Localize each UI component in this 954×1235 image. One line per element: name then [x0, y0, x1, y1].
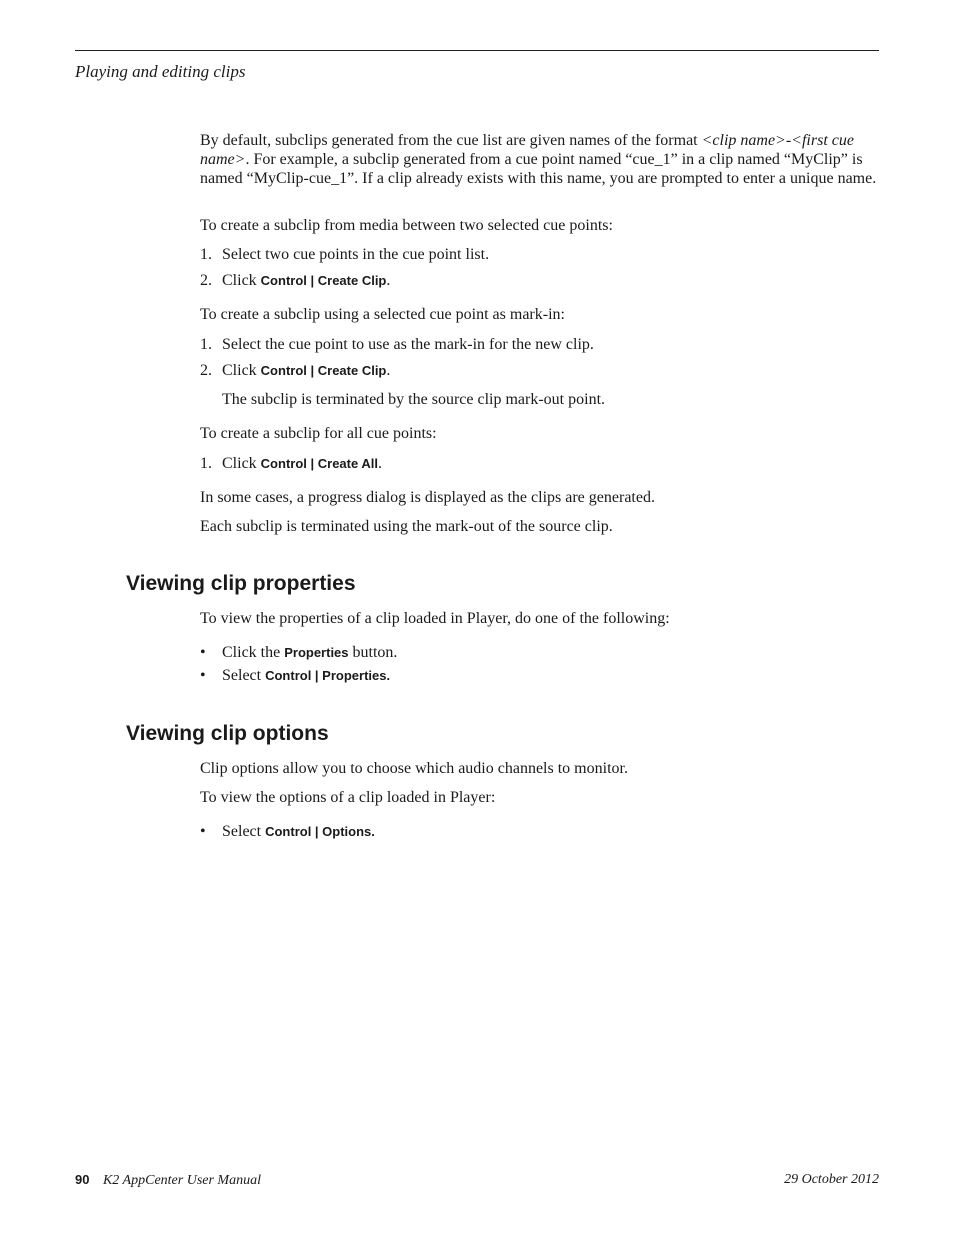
step-number: 2.	[200, 272, 212, 289]
command-create-clip: Control | Create Clip	[260, 273, 387, 288]
between-lead: To create a subclip from media between two selected cue points:	[200, 217, 613, 234]
step-number: 1.	[200, 336, 212, 353]
step-text: Select two cue points in the cue point list.	[222, 246, 490, 263]
step-number: 1.	[200, 455, 212, 472]
all-lead: To create a subclip for all cue points:	[200, 425, 437, 442]
all-step-1	[200, 454, 382, 473]
heading-viewing-clip-options: Viewing clip options	[126, 722, 329, 745]
intro-text-b: . For example, a subclip generated from a cue point named “cue_1” in a clip named “MyClip” is named “MyClip-cue_1”. If a clip already exists with this name, you are prompted to enter a unique name.	[200, 151, 877, 187]
step-text: Click	[222, 455, 261, 472]
intro-text-a: By default, subclips generated from the cue list are given names of the format	[200, 132, 702, 149]
command-control-options: Control | Options.	[265, 824, 375, 839]
page-number: 90	[75, 1172, 90, 1187]
all-paragraph-1: In some cases, a progress dialog is displayed as the clips are generated.	[200, 489, 655, 506]
step-text: Click	[222, 272, 261, 289]
bullet-text-end: button.	[348, 644, 398, 661]
markin-step-1	[200, 335, 594, 354]
command-create-all: Control | Create All	[260, 456, 378, 471]
between-step-2	[200, 271, 390, 290]
heading-viewing-clip-properties: Viewing clip properties	[126, 572, 356, 595]
header-rule	[75, 50, 879, 51]
bullet-text: Select	[222, 823, 266, 840]
between-step-1	[200, 245, 489, 264]
markin-lead: To create a subclip using a selected cue point as mark-in:	[200, 306, 565, 323]
options-paragraph-1: Clip options allow you to choose which audio channels to monitor.	[200, 760, 628, 777]
options-bullet-1	[200, 822, 375, 841]
bullet-icon: •	[200, 823, 206, 840]
intro-format-italic: <clip name>-<first cue name>	[200, 132, 854, 168]
step-number: 2.	[200, 362, 212, 379]
command-control-properties: Control | Properties.	[265, 668, 391, 683]
properties-lead: To view the properties of a clip loaded in Player, do one of the following:	[200, 610, 670, 627]
manual-title: K2 AppCenter User Manual	[102, 1173, 261, 1188]
all-paragraph-2: Each subclip is terminated using the mark-out of the source clip.	[200, 518, 613, 535]
bullet-text: Click the	[222, 644, 285, 661]
markin-note: The subclip is terminated by the source clip mark-out point.	[222, 391, 606, 408]
properties-bullet-2	[200, 666, 390, 685]
step-end: .	[377, 455, 382, 472]
intro-paragraph	[200, 131, 880, 188]
running-head: Playing and editing clips	[75, 62, 246, 81]
options-paragraph-2: To view the options of a clip loaded in Player:	[200, 789, 496, 806]
command-properties: Properties	[284, 645, 349, 660]
step-end: .	[386, 362, 391, 379]
step-end: .	[386, 272, 391, 289]
bullet-text: Select	[222, 667, 266, 684]
bullet-icon: •	[200, 644, 206, 661]
footer-date	[784, 1172, 879, 1188]
step-text: Click	[222, 362, 261, 379]
properties-bullet-1	[200, 643, 397, 662]
bullet-icon: •	[200, 667, 206, 684]
step-text: Select the cue point to use as the mark-in for the new clip.	[222, 336, 594, 353]
footer-left	[75, 1172, 261, 1189]
publication-date: 29 October 2012	[784, 1172, 879, 1187]
command-create-clip: Control | Create Clip	[260, 363, 387, 378]
step-number: 1.	[200, 246, 212, 263]
markin-step-2	[200, 361, 390, 380]
